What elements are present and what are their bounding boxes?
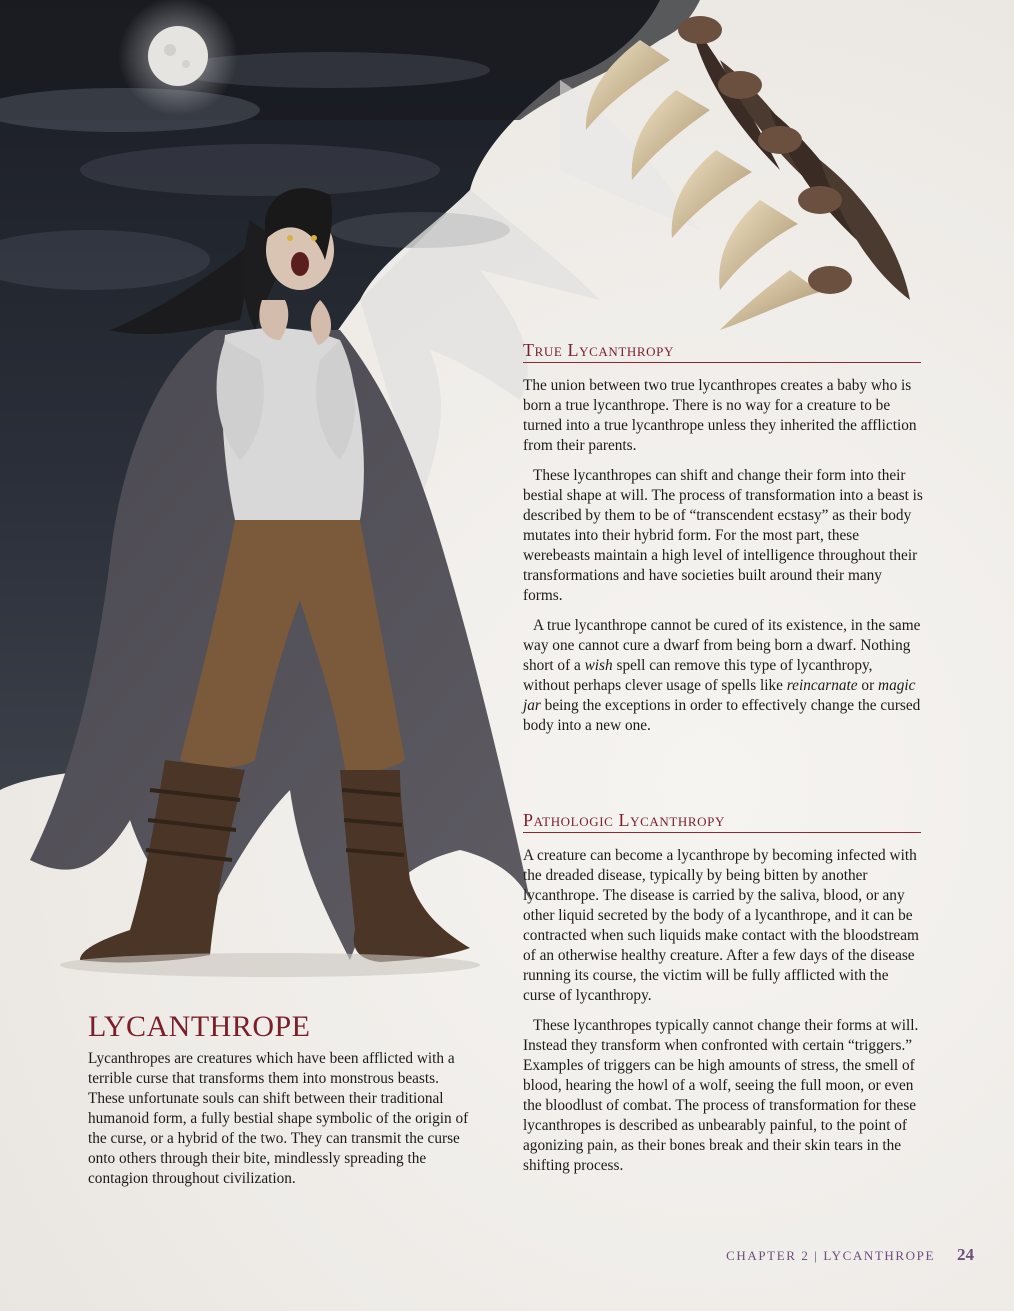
page-number: 24 <box>957 1245 974 1264</box>
paragraph <box>523 616 923 736</box>
paragraph: These lycanthropes typically cannot change their forms at will. Instead they transform when confronted with certain “triggers.” Examples of triggers can be high amounts of stress, the smell of blood, hearing the howl of a wolf, seeing the full moon, or even the bloodlust of combat. The process of transformation for these lycanthropes is described as unbearably painful, to the point of agonizing pain, as their bones break and their skin tears in the shifting process. <box>523 1017 919 1174</box>
text-run: being the exceptions in order to effectively change the cursed body into a new one. <box>523 697 921 734</box>
true-lycanthropy-text <box>523 376 923 746</box>
spell-name: magic jar <box>523 677 916 714</box>
paragraph: A creature can become a lycanthrope by becoming infected with the dreaded disease, typically by being bitten by another lycanthrope. The disease is carried by the saliva, blood, or any other liquid secreted by the body of a lycanthrope, and it can be contracted when such liquids make contact with the bloodstream of an otherwise healthy creature. After a few days of the disease running its course, the victim will be fully afflicted with the curse of lycanthropy. <box>523 847 919 1004</box>
heading-true-lycanthropy: True Lycanthropy <box>523 339 921 363</box>
spell-name: wish <box>584 657 613 674</box>
page-footer <box>726 1245 974 1265</box>
text-run: or <box>857 677 879 694</box>
spell-name: reincarnate <box>786 677 858 694</box>
lycanthrope-intro: Lycanthropes are creatures which have been afflicted with a terrible curse that transforms them into monstrous beasts. These unfortunate souls can shift between their traditional humanoid form, a fully bestial shape symbolic of the origin of the curse, or a hybrid of the two. They can transmit the curse onto others through their bite, mindlessly spreading the contagion throughout civilization. <box>88 1050 469 1187</box>
page-title: LYCANTHROPE <box>88 1010 311 1043</box>
paragraph: The union between two true lycanthropes creates a baby who is born a true lycanthrope. There is no way for a creature to be turned into a true lycanthrope unless they inherited the affliction from their parents. <box>523 377 917 454</box>
text-run: spell can remove this type of lycanthropy, without perhaps clever usage of spells like <box>523 657 873 694</box>
full-moon <box>118 0 238 116</box>
chapter-label: CHAPTER 2 | LYCANTHROPE <box>726 1248 935 1263</box>
claw-marks <box>586 16 910 330</box>
paragraph: These lycanthropes can shift and change their form into their bestial shape at will. The process of transformation into a beast is described by them to be of “transcendent ecstasy” as their body mutates into their hybrid form. For the most part, these werebeasts maintain a high level of intelligence throughout their transformations and have societies built around their many forms. <box>523 467 923 604</box>
text-run: A true lycanthrope cannot be cured of its existence, in the same way one cannot cure a dwarf from being born a dwarf. Nothing short of a <box>523 617 921 674</box>
pathologic-lycanthropy-text <box>523 846 923 1186</box>
heading-pathologic-lycanthropy: Pathologic Lycanthropy <box>523 809 921 833</box>
